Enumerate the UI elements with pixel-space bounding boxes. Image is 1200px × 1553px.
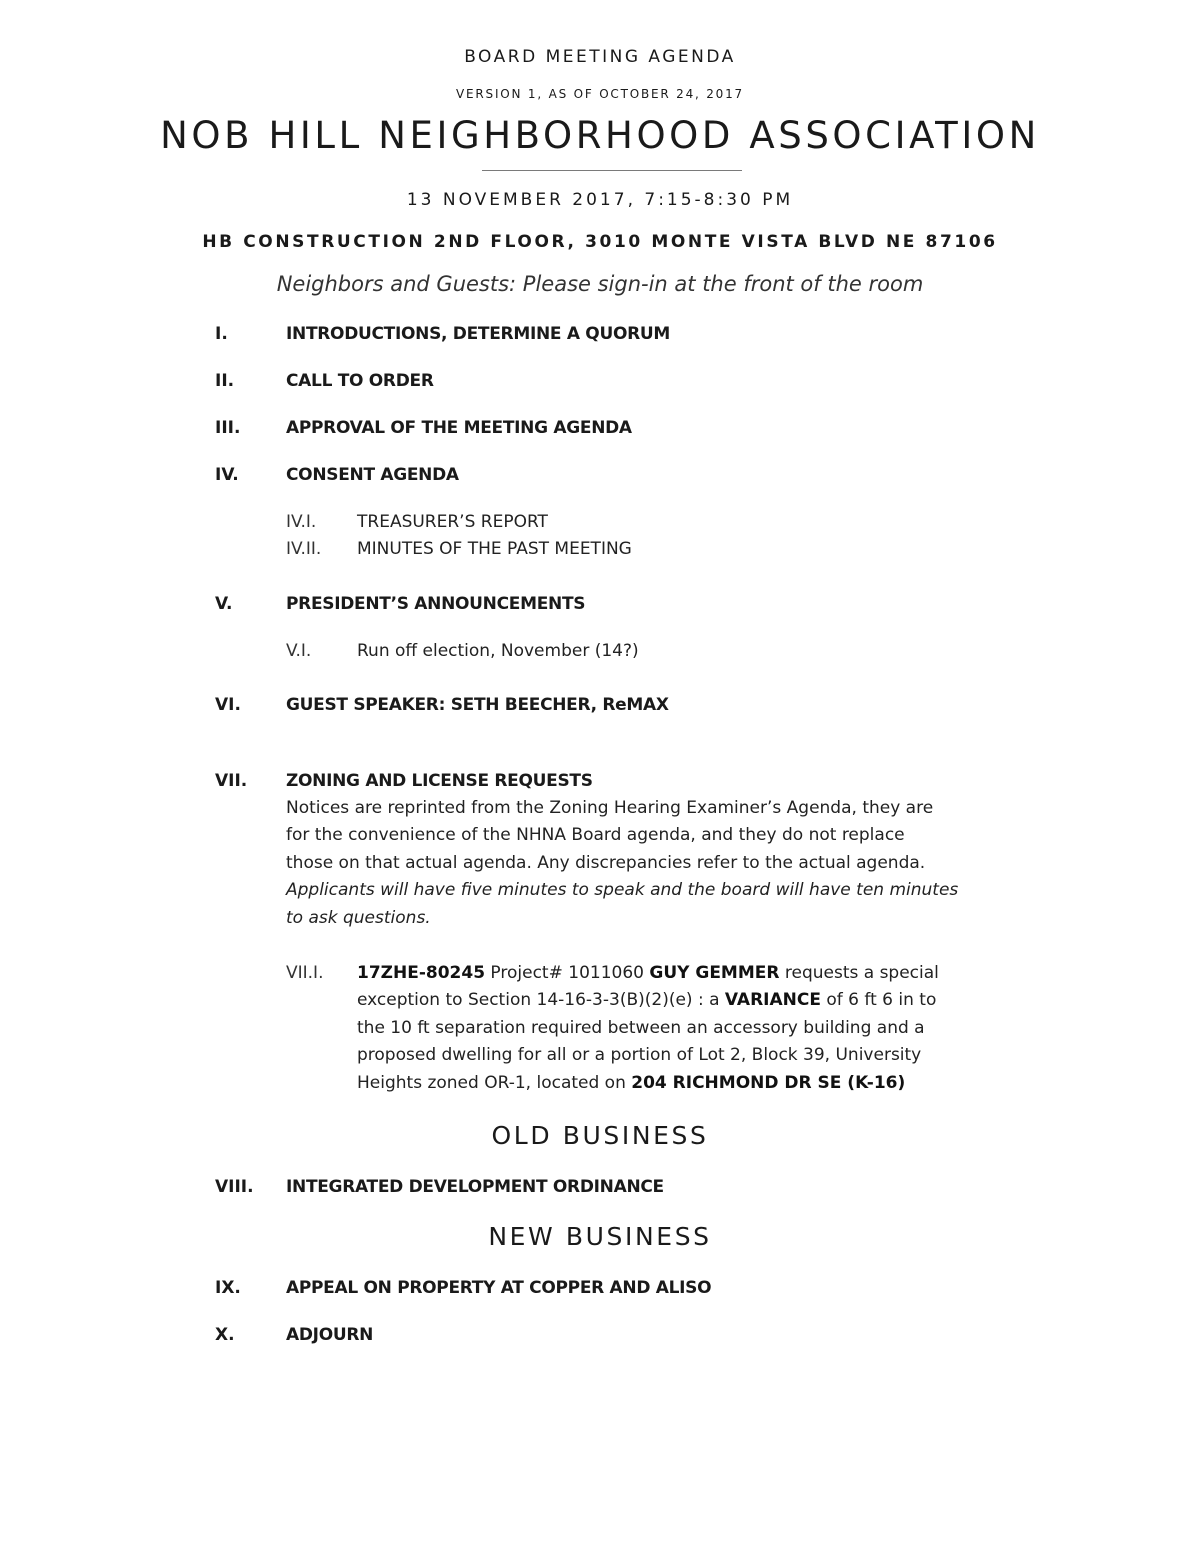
case-line: proposed dwelling for all or a portion of Lot 2, Block 39, University: [357, 1045, 922, 1066]
agenda-item-title: PRESIDENT’S ANNOUNCEMENTS: [286, 594, 586, 614]
version-line: VERSION 1, AS OF OCTOBER 24, 2017: [456, 87, 744, 101]
old-business-heading: OLD BUSINESS: [491, 1121, 709, 1150]
case-line: the 10 ft separation required between an accessory building and a: [357, 1017, 925, 1038]
case-number: 17ZHE-80245: [357, 963, 486, 983]
agenda-item-number: X.: [215, 1325, 235, 1345]
organization-title: NOB HILL NEIGHBORHOOD ASSOCIATION: [160, 114, 1040, 157]
agenda-item-title: CONSENT AGENDA: [286, 465, 459, 485]
agenda-item-number: VII.: [215, 771, 248, 791]
agenda-item-title: ADJOURN: [286, 1325, 374, 1345]
project-number: Project# 1011060: [485, 963, 650, 983]
agenda-item-number: IV.: [215, 465, 239, 485]
notice-line: for the convenience of the NHNA Board agenda, and they do not replace: [286, 825, 905, 846]
agenda-item-title: INTRODUCTIONS, DETERMINE A QUORUM: [286, 324, 671, 344]
case-text: exception to Section 14-16-3-3(B)(2)(e) : a: [357, 990, 725, 1011]
agenda-item-number: II.: [215, 371, 235, 391]
zoning-case-detail: [357, 960, 939, 1097]
notice-italic-line: Applicants will have five minutes to speak and the board will have ten minutes: [286, 880, 959, 901]
sub-item-number: V.I.: [286, 641, 312, 661]
case-text: requests a special: [779, 963, 939, 983]
agenda-item-number: IX.: [215, 1278, 241, 1298]
applicant-name: GUY GEMMER: [649, 963, 780, 983]
agenda-item-number: I.: [215, 324, 228, 344]
agenda-item-title: CALL TO ORDER: [286, 371, 434, 391]
sub-item-number: VII.I.: [286, 963, 324, 983]
case-line: [357, 987, 939, 1014]
agenda-item-title: GUEST SPEAKER: SETH BEECHER, ReMAX: [286, 695, 669, 715]
sub-item-text: TREASURER’S REPORT: [357, 512, 548, 532]
agenda-item-title: ZONING AND LICENSE REQUESTS: [286, 771, 593, 791]
signin-note: Neighbors and Guests: Please sign-in at the front of the room: [276, 272, 924, 296]
agenda-item-title: APPROVAL OF THE MEETING AGENDA: [286, 418, 632, 438]
agenda-item-number: III.: [215, 418, 241, 438]
title-divider: [482, 170, 742, 171]
case-text: of 6 ft 6 in to: [820, 990, 937, 1011]
variance-label: VARIANCE: [724, 990, 821, 1011]
sub-item-text: MINUTES OF THE PAST MEETING: [357, 539, 632, 559]
case-line: [357, 960, 939, 987]
property-address: 204 RICHMOND DR SE (K-16): [631, 1072, 906, 1093]
notice-italic-line: to ask questions.: [286, 907, 431, 928]
notice-line: Notices are reprinted from the Zoning Hearing Examiner’s Agenda, they are: [286, 798, 934, 818]
sub-item-number: IV.I.: [286, 512, 317, 532]
agenda-item-number: V.: [215, 594, 233, 614]
new-business-heading: NEW BUSINESS: [488, 1222, 712, 1251]
sub-item-text: Run off election, November (14?): [357, 641, 639, 661]
notice-line: those on that actual agenda. Any discrepancies refer to the actual agenda.: [286, 852, 926, 873]
sub-item-number: IV.II.: [286, 539, 322, 559]
zoning-notice: [286, 795, 958, 932]
agenda-item-title: INTEGRATED DEVELOPMENT ORDINANCE: [286, 1177, 664, 1197]
document-label: BOARD MEETING AGENDA: [464, 47, 736, 67]
agenda-item-number: VIII.: [215, 1177, 254, 1197]
case-text: Heights zoned OR-1, located on: [357, 1072, 632, 1093]
agenda-item-number: VI.: [215, 695, 241, 715]
agenda-item-title: APPEAL ON PROPERTY AT COPPER AND ALISO: [286, 1278, 712, 1298]
meeting-date: 13 NOVEMBER 2017, 7:15-8:30 PM: [406, 190, 794, 210]
case-line: [357, 1070, 939, 1097]
meeting-location: HB CONSTRUCTION 2ND FLOOR, 3010 MONTE VISTA BLVD NE 87106: [202, 232, 998, 252]
